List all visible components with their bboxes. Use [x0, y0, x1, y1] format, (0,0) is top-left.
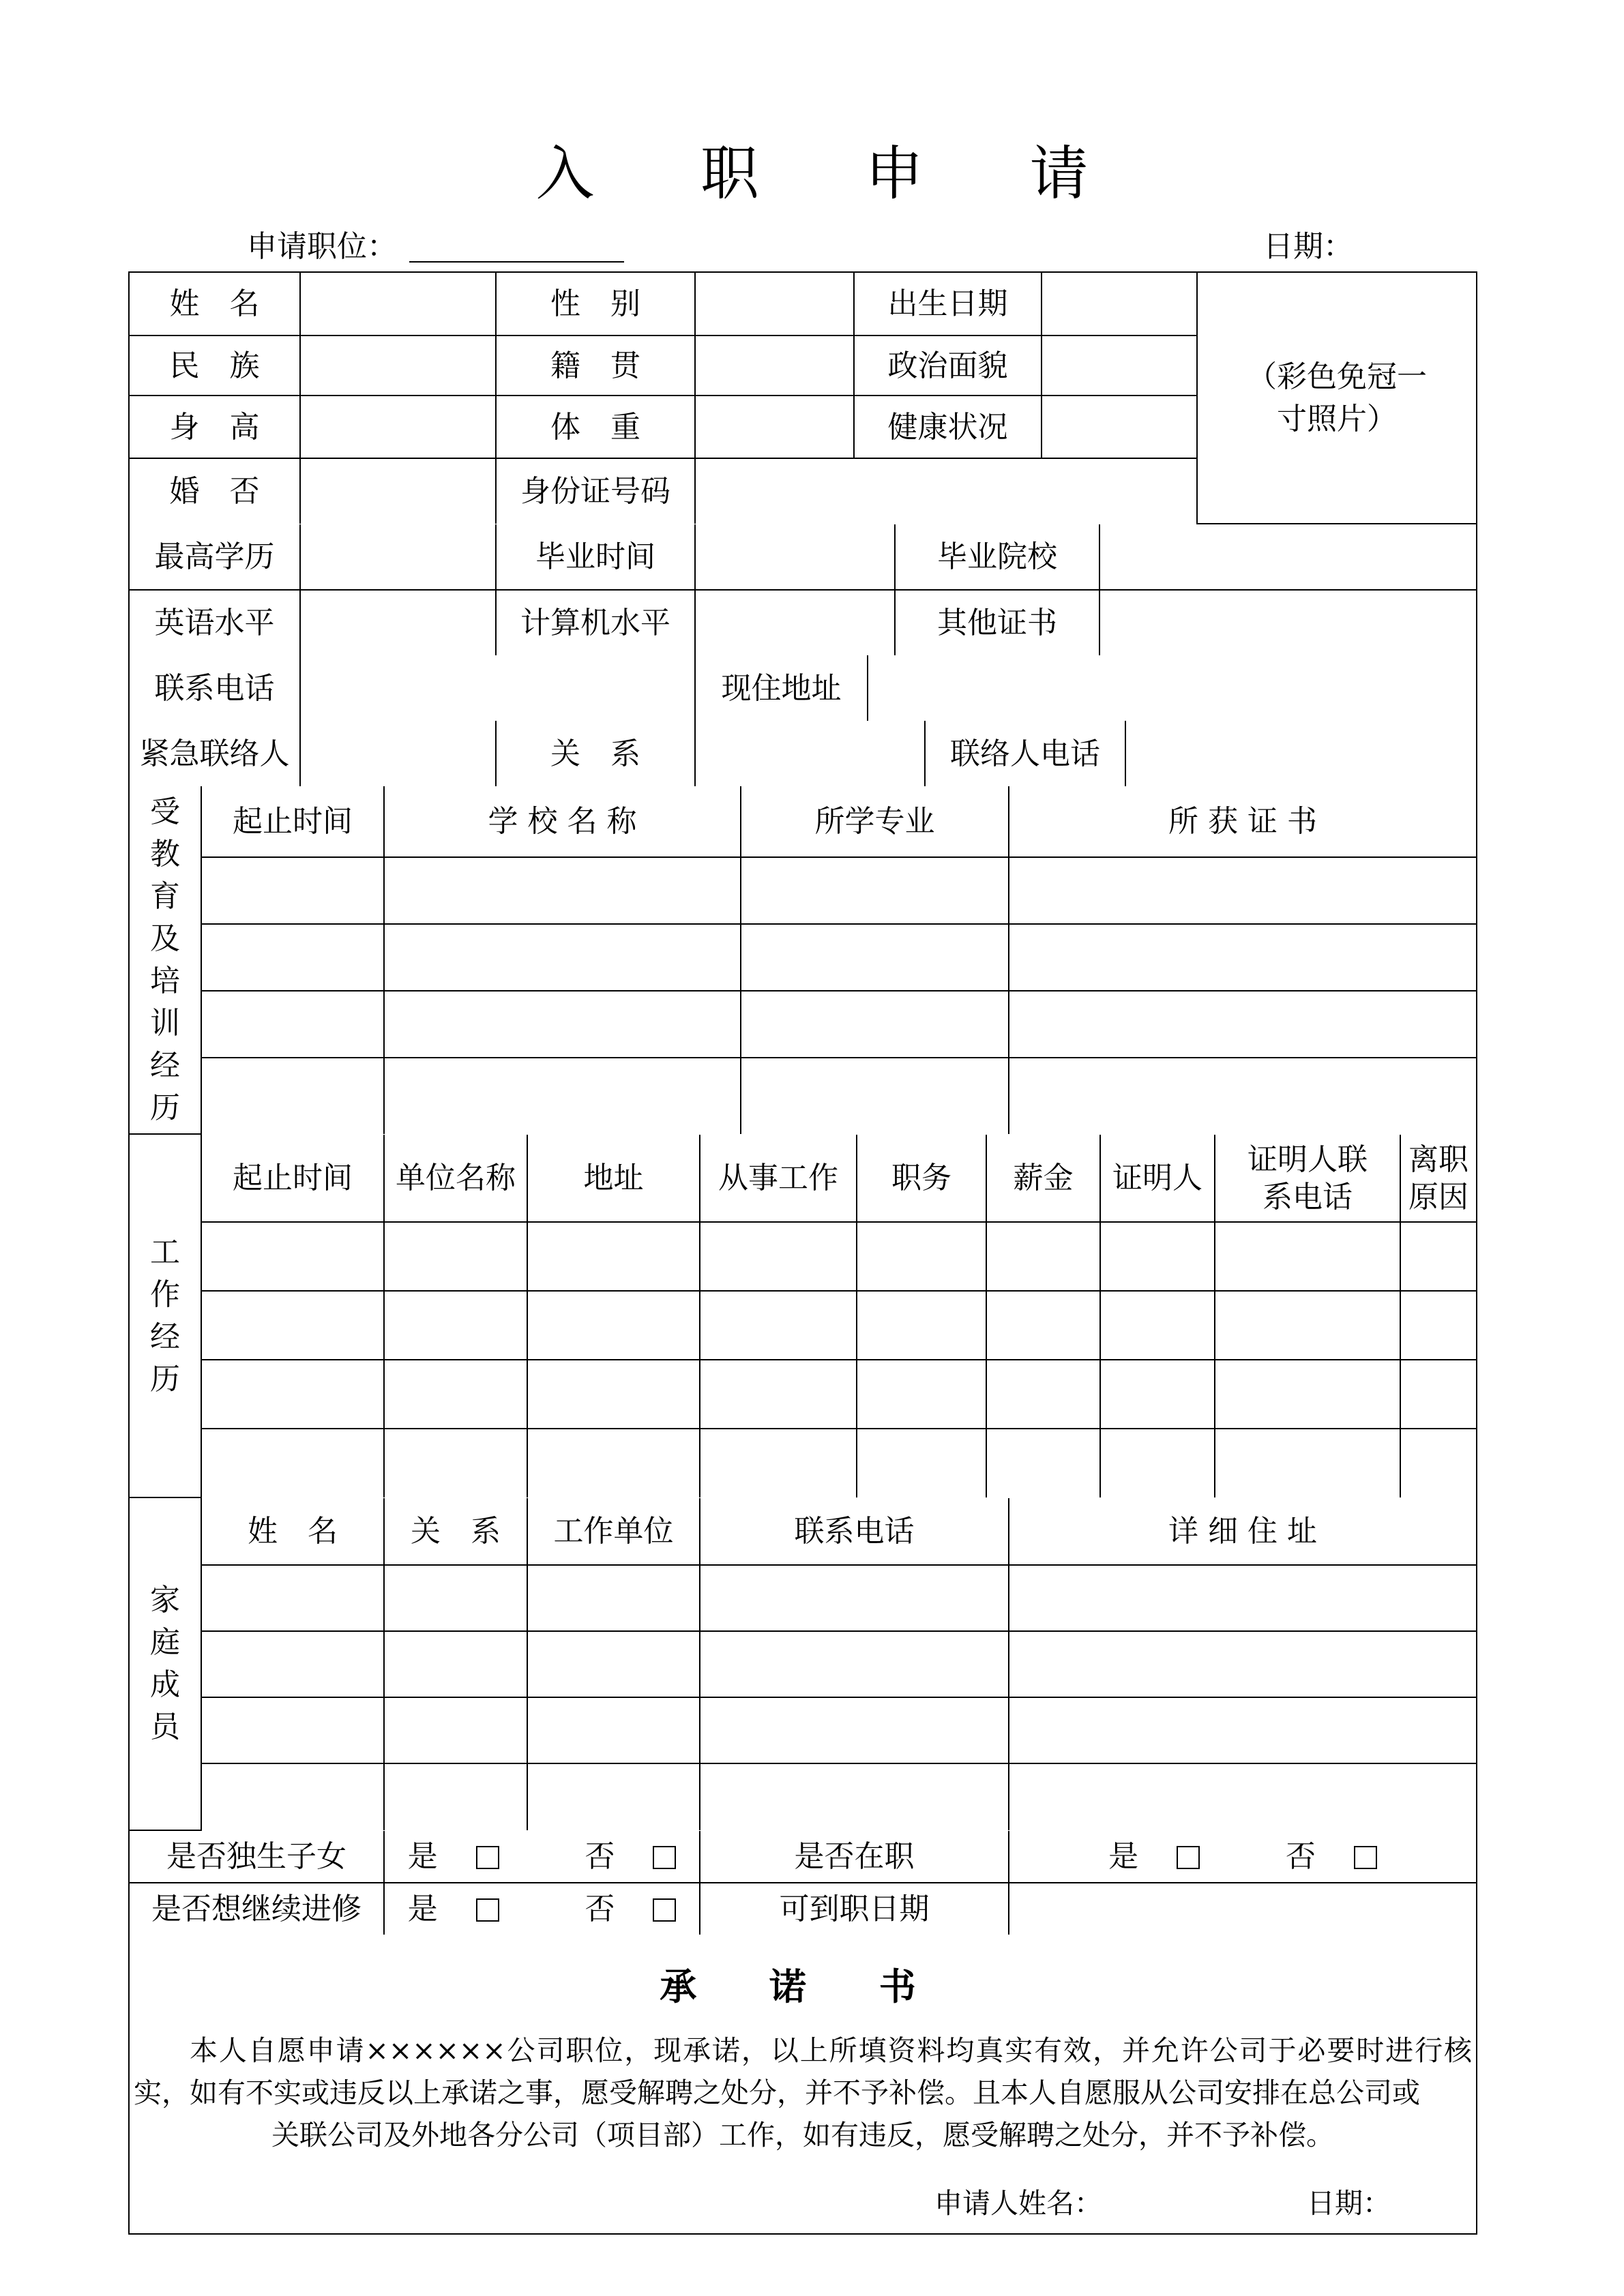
birth-label: 出生日期 — [854, 273, 1042, 336]
table-cell[interactable] — [384, 1631, 527, 1697]
table-cell[interactable] — [857, 1222, 986, 1291]
only-child-options — [384, 1831, 700, 1883]
employed-no-checkbox[interactable] — [1354, 1846, 1377, 1869]
address-label: 现住地址 — [695, 655, 868, 721]
family-table — [130, 1498, 1476, 1831]
weight-field[interactable] — [695, 396, 854, 458]
header-date-label: 日期： — [1263, 229, 1353, 264]
table-cell[interactable] — [527, 1429, 700, 1497]
education-field[interactable] — [300, 524, 496, 590]
table-cell[interactable] — [700, 1291, 857, 1360]
table-cell[interactable] — [1009, 1697, 1476, 1763]
edu-header-cert: 所 获 证 书 — [1009, 786, 1476, 857]
education-history-table — [130, 786, 1476, 1135]
table-cell[interactable] — [700, 1763, 1009, 1830]
table-cell[interactable] — [384, 1360, 527, 1429]
table-cell[interactable] — [986, 1429, 1100, 1497]
table-cell[interactable] — [201, 1763, 384, 1830]
work-header-salary: 薪金 — [986, 1135, 1100, 1222]
emergency-label: 紧急联络人 — [130, 721, 300, 786]
phone-field[interactable] — [300, 655, 695, 721]
table-cell[interactable] — [527, 1631, 700, 1697]
table-cell[interactable] — [201, 857, 384, 924]
table-cell[interactable] — [700, 1429, 857, 1497]
further-study-label: 是否想继续进修 — [130, 1883, 384, 1935]
table-cell[interactable] — [384, 857, 741, 924]
table-cell[interactable] — [527, 1291, 700, 1360]
health-field[interactable] — [1042, 396, 1197, 458]
table-cell[interactable] — [1215, 1429, 1400, 1497]
table-cell[interactable] — [527, 1697, 700, 1763]
work-header-leave-reason: 离职 原因 — [1400, 1135, 1476, 1222]
table-cell[interactable] — [201, 1565, 384, 1631]
marital-label: 婚 否 — [130, 458, 300, 524]
id-number-field[interactable] — [695, 458, 1197, 524]
work-history-table — [130, 1135, 1476, 1498]
pledge-text: 本人自愿申请××××××公司职位，现承诺，以上所填资料均真实有效，并允许公司于必要时进行核实，如有不实或违反以上承诺之事，愿受解聘之处分，并不予补偿。且本人自愿服从公司安排在总公司或 — [134, 2034, 1472, 2109]
name-field[interactable] — [300, 273, 496, 336]
emergency-table — [130, 721, 1476, 786]
only-child-yes-label: 是 — [407, 1839, 438, 1874]
table-cell[interactable] — [1009, 857, 1476, 924]
gender-label: 性 别 — [496, 273, 695, 336]
family-header-name: 姓 名 — [201, 1498, 384, 1565]
table-cell[interactable] — [741, 991, 1009, 1058]
table-cell[interactable] — [1215, 1360, 1400, 1429]
height-field[interactable] — [300, 396, 496, 458]
table-cell[interactable] — [857, 1291, 986, 1360]
work-header-company: 单位名称 — [384, 1135, 527, 1222]
form-title: 入 职 申 请 — [535, 140, 1132, 208]
work-header-reference: 证明人 — [1100, 1135, 1215, 1222]
other-cert-field[interactable] — [1099, 590, 1476, 655]
work-header-address: 地址 — [527, 1135, 700, 1222]
table-cell[interactable] — [741, 924, 1009, 991]
pledge-title: 承 诺 书 — [660, 1965, 946, 2008]
school-field[interactable] — [1099, 524, 1476, 590]
table-cell[interactable] — [986, 1291, 1100, 1360]
table-cell[interactable] — [1215, 1222, 1400, 1291]
only-child-yes-checkbox[interactable] — [476, 1846, 499, 1869]
start-date-label: 可到职日期 — [700, 1883, 1009, 1935]
education-label: 最高学历 — [130, 524, 300, 590]
table-cell[interactable] — [201, 1222, 384, 1291]
table-cell[interactable] — [1009, 1631, 1476, 1697]
pledge-section — [130, 1935, 1476, 2233]
only-child-no-checkbox[interactable] — [653, 1846, 676, 1869]
table-cell[interactable] — [700, 1697, 1009, 1763]
ethnicity-field[interactable] — [300, 336, 496, 396]
family-header-phone: 联系电话 — [700, 1498, 1009, 1565]
work-header-job: 从事工作 — [700, 1135, 857, 1222]
origin-field[interactable] — [695, 336, 854, 396]
table-cell[interactable] — [384, 1058, 741, 1134]
table-cell[interactable] — [1009, 924, 1476, 991]
table-cell[interactable] — [384, 1222, 527, 1291]
table-cell[interactable] — [384, 1429, 527, 1497]
table-cell[interactable] — [700, 1222, 857, 1291]
applicant-name-label: 申请人姓名： — [934, 2187, 1102, 2220]
start-date-field[interactable] — [1009, 1883, 1476, 1935]
table-cell[interactable] — [700, 1360, 857, 1429]
table-cell[interactable] — [527, 1222, 700, 1291]
education-section-label: 受 教 育 及 培 训 经 历 — [130, 786, 201, 1134]
table-cell[interactable] — [1100, 1291, 1215, 1360]
address-field[interactable] — [868, 655, 1476, 721]
employed-label: 是否在职 — [700, 1831, 1009, 1883]
only-child-label: 是否独生子女 — [130, 1831, 384, 1883]
pledge-text-last: 关联公司及外地各分公司（项目部）工作，如有违反，愿受解聘之处分，并不予补偿。 — [271, 2119, 1334, 2151]
further-study-no-label: 否 — [585, 1892, 615, 1926]
table-cell[interactable] — [986, 1222, 1100, 1291]
health-label: 健康状况 — [854, 396, 1042, 458]
only-child-no-label: 否 — [585, 1839, 615, 1874]
pledge-date-label: 日期： — [1307, 2187, 1391, 2220]
table-cell[interactable] — [1100, 1222, 1215, 1291]
position-label: 申请职位： — [247, 229, 397, 264]
id-number-label: 身份证号码 — [496, 458, 695, 524]
contact-table — [130, 655, 1476, 721]
further-study-options — [384, 1883, 700, 1935]
table-cell[interactable] — [384, 1565, 527, 1631]
work-header-ref-phone: 证明人联 系电话 — [1215, 1135, 1400, 1222]
further-study-no-checkbox[interactable] — [653, 1898, 676, 1922]
questions-table — [130, 1831, 1476, 1935]
work-header-period: 起止时间 — [201, 1135, 384, 1222]
edu-header-major: 所学专业 — [741, 786, 1009, 857]
contact-phone-label: 联络人电话 — [925, 721, 1125, 786]
table-cell[interactable] — [201, 1697, 384, 1763]
table-cell[interactable] — [1100, 1360, 1215, 1429]
edu-header-period: 起止时间 — [201, 786, 384, 857]
table-cell[interactable] — [1009, 1058, 1476, 1134]
computer-label: 计算机水平 — [496, 590, 695, 655]
photo-hint-2: 寸照片） — [1277, 401, 1397, 436]
family-header-address: 详 细 住 址 — [1009, 1498, 1476, 1565]
photo-hint-1: （彩色免冠一 — [1247, 359, 1427, 394]
political-field[interactable] — [1042, 336, 1197, 396]
table-cell[interactable] — [527, 1565, 700, 1631]
table-cell[interactable] — [1400, 1360, 1476, 1429]
family-header-relation: 关 系 — [384, 1498, 527, 1565]
position-input-line[interactable] — [409, 261, 624, 263]
table-cell[interactable] — [527, 1360, 700, 1429]
marital-field[interactable] — [300, 458, 496, 524]
table-cell[interactable] — [1100, 1429, 1215, 1497]
table-cell[interactable] — [201, 1291, 384, 1360]
employed-yes-checkbox[interactable] — [1177, 1846, 1200, 1869]
edu-header-school: 学 校 名 称 — [384, 786, 741, 857]
table-cell[interactable] — [1009, 1763, 1476, 1830]
computer-field[interactable] — [695, 590, 895, 655]
table-cell[interactable] — [201, 1429, 384, 1497]
origin-label: 籍 贯 — [496, 336, 695, 396]
name-label: 姓 名 — [130, 273, 300, 336]
birth-field[interactable] — [1042, 273, 1197, 336]
other-cert-label: 其他证书 — [895, 590, 1099, 655]
relation-field[interactable] — [695, 721, 925, 786]
family-header-employer: 工作单位 — [527, 1498, 700, 1565]
table-cell[interactable] — [986, 1360, 1100, 1429]
table-cell[interactable] — [384, 1291, 527, 1360]
header-row — [0, 222, 1624, 269]
emergency-field[interactable] — [300, 721, 496, 786]
table-cell[interactable] — [857, 1429, 986, 1497]
phone-label: 联系电话 — [130, 655, 300, 721]
table-cell[interactable] — [201, 1631, 384, 1697]
further-study-yes-checkbox[interactable] — [476, 1898, 499, 1922]
height-label: 身 高 — [130, 396, 300, 458]
table-cell[interactable] — [857, 1360, 986, 1429]
signature-row — [130, 2156, 1476, 2238]
table-cell[interactable] — [741, 1058, 1009, 1134]
employed-yes-label: 是 — [1108, 1839, 1139, 1874]
weight-label: 体 重 — [496, 396, 695, 458]
basic-info-table — [130, 273, 1476, 524]
table-cell[interactable] — [1400, 1222, 1476, 1291]
table-cell[interactable] — [1400, 1429, 1476, 1497]
education-summary-table — [130, 524, 1476, 655]
table-cell[interactable] — [1009, 1565, 1476, 1631]
table-cell[interactable] — [700, 1565, 1009, 1631]
table-cell[interactable] — [384, 991, 741, 1058]
table-cell[interactable] — [527, 1763, 700, 1830]
table-cell[interactable] — [201, 924, 384, 991]
relation-label: 关 系 — [496, 721, 695, 786]
table-cell[interactable] — [201, 991, 384, 1058]
table-cell[interactable] — [1215, 1291, 1400, 1360]
english-field[interactable] — [300, 590, 496, 655]
table-cell[interactable] — [384, 1697, 527, 1763]
table-cell[interactable] — [741, 857, 1009, 924]
contact-phone-field[interactable] — [1125, 721, 1476, 786]
table-cell[interactable] — [1400, 1291, 1476, 1360]
table-cell[interactable] — [700, 1631, 1009, 1697]
english-label: 英语水平 — [130, 590, 300, 655]
employed-no-label: 否 — [1285, 1839, 1316, 1874]
employed-options — [1009, 1831, 1476, 1883]
table-cell[interactable] — [201, 1058, 384, 1134]
grad-time-field[interactable] — [695, 524, 895, 590]
ethnicity-label: 民 族 — [130, 336, 300, 396]
photo-box[interactable] — [1197, 273, 1476, 524]
work-header-title: 职务 — [857, 1135, 986, 1222]
table-cell[interactable] — [1009, 991, 1476, 1058]
table-cell[interactable] — [384, 924, 741, 991]
further-study-yes-label: 是 — [407, 1892, 438, 1926]
grad-time-label: 毕业时间 — [496, 524, 695, 590]
school-label: 毕业院校 — [895, 524, 1099, 590]
table-cell[interactable] — [384, 1763, 527, 1830]
form-sheet — [128, 271, 1477, 2235]
table-cell[interactable] — [201, 1360, 384, 1429]
gender-field[interactable] — [695, 273, 854, 336]
political-label: 政治面貌 — [854, 336, 1042, 396]
family-section-label: 家 庭 成 员 — [130, 1498, 201, 1830]
work-section-label: 工 作 经 历 — [130, 1135, 201, 1497]
